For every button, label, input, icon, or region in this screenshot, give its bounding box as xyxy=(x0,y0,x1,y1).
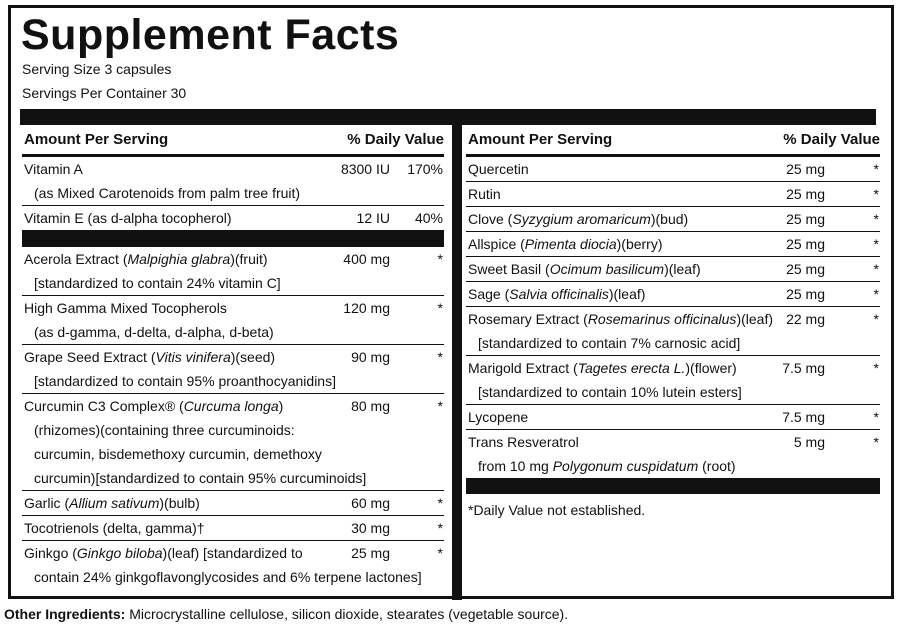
footnote: *Daily Value not established. xyxy=(468,502,646,518)
latin-name: Salvia officinalis xyxy=(509,286,609,302)
nutrient-amount: 80 mg xyxy=(351,398,390,414)
name-part: Ginkgo ( xyxy=(24,545,77,561)
nutrient-name xyxy=(22,545,303,561)
nutrient-line xyxy=(466,282,880,306)
name-part: )(leaf) xyxy=(736,311,773,327)
amount-header: Amount Per Serving xyxy=(468,131,613,148)
latin-name: Vitis vinifera xyxy=(155,349,231,365)
nutrient-row xyxy=(466,307,880,356)
nutrient-detail-line xyxy=(22,442,444,466)
section-divider-bar xyxy=(466,478,880,494)
nutrient-row xyxy=(22,206,444,231)
name-part: Rosemary Extract ( xyxy=(468,311,588,327)
nutrient-amount: 22 mg xyxy=(786,311,825,327)
nutrient-line xyxy=(22,247,444,271)
nutrient-line xyxy=(466,257,880,281)
nutrient-name: Rutin xyxy=(468,186,501,202)
nutrient-row xyxy=(466,232,880,257)
nutrient-detail-line xyxy=(22,181,444,205)
nutrient-name xyxy=(22,495,200,511)
nutrient-amount: 60 mg xyxy=(351,495,390,511)
latin-name: Malpighia glabra xyxy=(127,251,231,267)
name-part: from 10 mg xyxy=(478,458,553,474)
nutrient-line xyxy=(466,207,880,231)
name-part: Sweet Basil ( xyxy=(468,261,550,277)
nutrient-daily-value: * xyxy=(873,186,879,202)
nutrient-line xyxy=(466,307,880,331)
nutrient-detail-line xyxy=(22,565,444,589)
nutrient-daily-value: * xyxy=(437,495,443,511)
nutrient-row xyxy=(466,182,880,207)
latin-name: Curcuma longa xyxy=(183,398,279,414)
name-part: Allspice ( xyxy=(468,236,525,252)
nutrient-name: Quercetin xyxy=(468,161,529,177)
latin-name: Syzygium aromaricum xyxy=(512,211,651,227)
nutrient-daily-value: * xyxy=(873,311,879,327)
right-column xyxy=(466,125,880,518)
nutrient-daily-value: * xyxy=(873,360,879,376)
nutrient-name xyxy=(466,360,737,376)
nutrient-detail-line xyxy=(466,454,880,478)
nutrient-amount: 25 mg xyxy=(786,236,825,252)
nutrient-amount: 30 mg xyxy=(351,520,390,536)
nutrient-line xyxy=(466,430,880,454)
nutrient-name: Vitamin A xyxy=(24,161,83,177)
nutrient-detail: (rhizomes)(containing three curcuminoids: xyxy=(34,422,295,438)
nutrient-name xyxy=(22,251,268,267)
nutrient-line xyxy=(466,232,880,256)
name-part: Grape Seed Extract ( xyxy=(24,349,156,365)
nutrient-name: Lycopene xyxy=(468,409,529,425)
nutrient-line xyxy=(466,356,880,380)
nutrient-name xyxy=(466,211,688,227)
nutrient-daily-value: * xyxy=(873,409,879,425)
latin-name: Rosemarinus officinalus xyxy=(587,311,737,327)
nutrient-line xyxy=(466,182,880,206)
section-divider-bar xyxy=(22,231,444,247)
nutrient-detail: (as Mixed Carotenoids from palm tree fruit) xyxy=(34,185,301,201)
nutrient-name: High Gamma Mixed Tocopherols xyxy=(24,300,227,316)
name-part: )(flower) xyxy=(685,360,737,376)
nutrient-name xyxy=(22,349,275,365)
nutrient-row xyxy=(22,541,444,589)
nutrient-line xyxy=(22,206,444,230)
nutrient-line xyxy=(22,541,444,565)
nutrient-row xyxy=(22,516,444,541)
servings-per-container: Servings Per Container 30 xyxy=(22,85,187,101)
nutrient-line xyxy=(22,296,444,320)
nutrient-row xyxy=(22,296,444,345)
nutrient-amount: 90 mg xyxy=(351,349,390,365)
nutrient-row xyxy=(466,282,880,307)
nutrient-row xyxy=(22,394,444,491)
name-part: )(leaf) [standardized to xyxy=(162,545,303,561)
nutrient-name xyxy=(22,398,283,414)
serving-size: Serving Size 3 capsules xyxy=(22,61,172,77)
nutrient-line xyxy=(466,157,880,181)
nutrient-daily-value: * xyxy=(437,300,443,316)
nutrient-line xyxy=(22,345,444,369)
nutrient-daily-value: * xyxy=(437,349,443,365)
name-part: Acerola Extract ( xyxy=(24,251,128,267)
name-part: )(seed) xyxy=(230,349,276,365)
nutrient-name xyxy=(466,236,663,252)
latin-name: Polygonum cuspidatum xyxy=(552,458,699,474)
name-part: Garlic ( xyxy=(24,495,70,511)
nutrient-amount: 25 mg xyxy=(786,186,825,202)
nutrient-row xyxy=(466,405,880,430)
nutrient-amount: 25 mg xyxy=(786,261,825,277)
nutrient-detail-line xyxy=(22,466,444,490)
daily-value-header: % Daily Value xyxy=(783,131,880,148)
nutrient-daily-value: * xyxy=(873,286,879,302)
nutrient-amount: 7.5 mg xyxy=(782,409,825,425)
other-ingredients-label: Other Ingredients: xyxy=(4,606,126,622)
nutrient-amount: 12 IU xyxy=(356,210,390,226)
nutrient-amount: 7.5 mg xyxy=(782,360,825,376)
supplement-facts-panel xyxy=(8,5,894,599)
nutrient-daily-value: * xyxy=(437,251,443,267)
name-part: Marigold Extract ( xyxy=(468,360,578,376)
nutrient-daily-value: * xyxy=(873,211,879,227)
nutrient-detail: [standardized to contain 95% proanthocyanidins] xyxy=(34,373,336,389)
latin-name: Allium sativum xyxy=(69,495,160,511)
nutrient-detail-line xyxy=(22,369,444,393)
latin-name: Ocimum basilicum xyxy=(549,261,665,277)
right-nutrient-list xyxy=(466,157,880,494)
nutrient-detail-line xyxy=(466,331,880,355)
name-part: )(leaf) xyxy=(664,261,701,277)
name-part: (root) xyxy=(698,458,736,474)
nutrient-row xyxy=(466,207,880,232)
nutrient-amount: 25 mg xyxy=(786,211,825,227)
nutrient-row xyxy=(22,491,444,516)
nutrient-name xyxy=(466,311,773,327)
nutrient-detail-line xyxy=(22,418,444,442)
nutrient-line xyxy=(466,405,880,429)
name-part: Clove ( xyxy=(468,211,513,227)
left-column-header xyxy=(22,125,444,157)
other-ingredients-text: Microcrystalline cellulose, silicon dioxide, stearates (vegetable source). xyxy=(125,606,569,622)
nutrient-amount: 120 mg xyxy=(343,300,390,316)
nutrient-amount: 25 mg xyxy=(351,545,390,561)
nutrient-detail: (as d-gamma, d-delta, d-alpha, d-beta) xyxy=(34,324,274,340)
nutrient-daily-value: * xyxy=(873,161,879,177)
nutrient-row xyxy=(22,345,444,394)
name-part: Sage ( xyxy=(468,286,510,302)
nutrient-name xyxy=(466,261,701,277)
name-part: )(leaf) xyxy=(608,286,646,302)
nutrient-daily-value: * xyxy=(437,398,443,414)
nutrient-line xyxy=(22,491,444,515)
right-column-header xyxy=(466,125,880,157)
nutrient-daily-value: * xyxy=(437,545,443,561)
latin-name: Tagetes erecta L. xyxy=(577,360,686,376)
column-divider xyxy=(452,125,462,600)
nutrient-amount: 25 mg xyxy=(786,286,825,302)
nutrient-detail: curcumin, bisdemethoxy curcumin, demethoxy xyxy=(34,446,322,462)
nutrient-daily-value: * xyxy=(437,520,443,536)
other-ingredients xyxy=(4,606,568,622)
nutrient-row xyxy=(466,257,880,282)
nutrient-daily-value: 170% xyxy=(407,161,443,177)
panel-title: Supplement Facts xyxy=(21,11,400,59)
nutrient-amount: 400 mg xyxy=(343,251,390,267)
nutrient-line xyxy=(22,516,444,540)
left-nutrient-list xyxy=(22,157,444,589)
nutrient-detail xyxy=(466,458,736,474)
nutrient-detail-line xyxy=(22,320,444,344)
nutrient-name: Tocotrienols (delta, gamma)† xyxy=(24,520,205,536)
nutrient-name: Trans Resveratrol xyxy=(468,434,579,450)
nutrient-amount: 25 mg xyxy=(786,161,825,177)
name-part: )(berry) xyxy=(616,236,663,252)
nutrient-row xyxy=(466,356,880,405)
latin-name: Ginkgo biloba xyxy=(76,545,163,561)
daily-value-header: % Daily Value xyxy=(347,131,444,148)
nutrient-detail: [standardized to contain 7% carnosic acid] xyxy=(478,335,741,351)
nutrient-row xyxy=(466,430,880,478)
nutrient-daily-value: * xyxy=(873,261,879,277)
nutrient-line xyxy=(22,394,444,418)
name-part: )(fruit) xyxy=(230,251,268,267)
amount-header: Amount Per Serving xyxy=(24,131,169,148)
nutrient-detail: [standardized to contain 24% vitamin C] xyxy=(34,275,281,291)
nutrient-amount: 5 mg xyxy=(793,434,825,450)
nutrient-row xyxy=(22,247,444,296)
nutrient-row xyxy=(466,157,880,182)
left-column xyxy=(22,125,444,589)
header-divider-bar xyxy=(20,109,876,125)
nutrient-row xyxy=(22,157,444,206)
nutrient-detail-line xyxy=(466,380,880,404)
name-part: Curcumin C3 Complex® ( xyxy=(24,398,184,414)
nutrient-detail: contain 24% ginkgoflavonglycosides and 6% terpene lactones] xyxy=(34,569,422,585)
nutrient-detail: curcumin)[standardized to contain 95% curcuminoids] xyxy=(34,470,367,486)
nutrient-name: Vitamin E (as d-alpha tocopherol) xyxy=(24,210,232,226)
nutrient-detail-line xyxy=(22,271,444,295)
nutrient-amount: 8300 IU xyxy=(340,161,390,177)
nutrient-daily-value: * xyxy=(873,236,879,252)
nutrient-daily-value: * xyxy=(873,434,879,450)
latin-name: Pimenta diocia xyxy=(524,236,617,252)
nutrient-daily-value: 40% xyxy=(414,210,443,226)
nutrient-line xyxy=(22,157,444,181)
nutrient-name xyxy=(466,286,645,302)
name-part: ) xyxy=(278,398,284,414)
name-part: )(bud) xyxy=(650,211,689,227)
name-part: )(bulb) xyxy=(159,495,200,511)
nutrient-detail: [standardized to contain 10% lutein esters] xyxy=(478,384,742,400)
